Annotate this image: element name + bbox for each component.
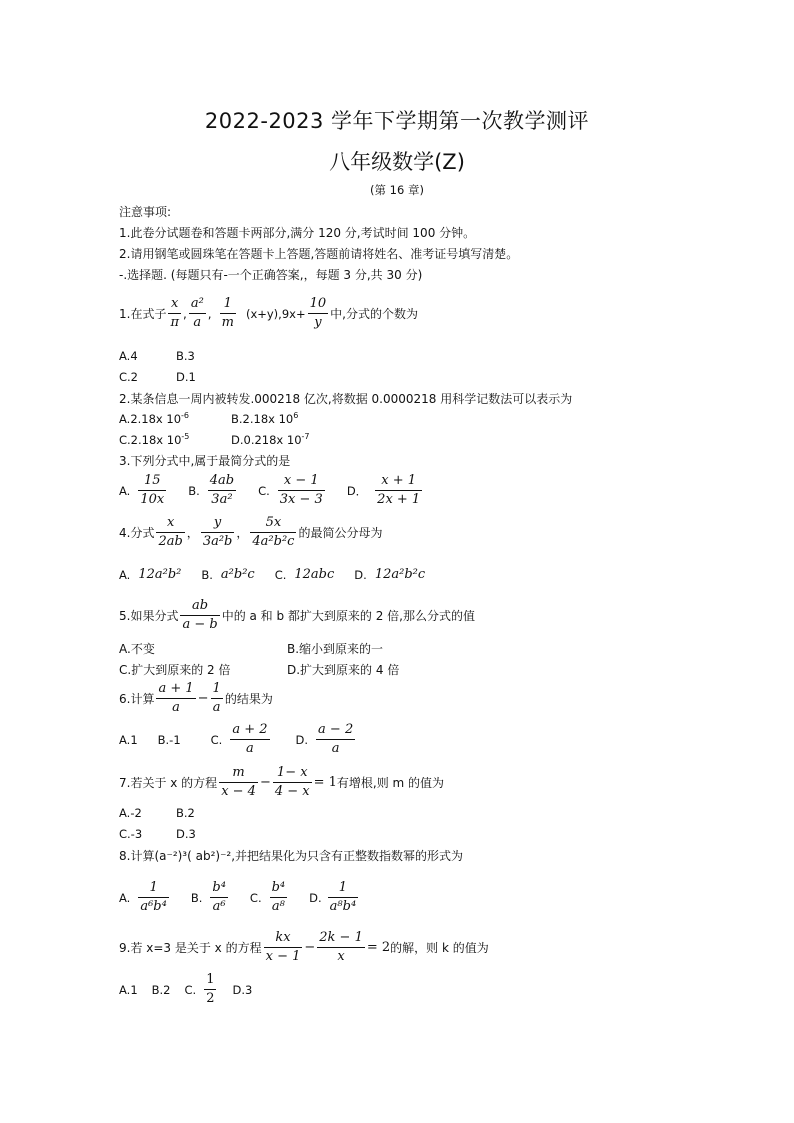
q6-options xyxy=(119,722,357,757)
q5-suffix: 中的 a 和 b 都扩大到原来的 2 倍,那么分式的值 xyxy=(221,609,475,623)
q8-options xyxy=(119,880,360,915)
q3-options xyxy=(119,473,424,508)
chapter-label: (第 16 章) xyxy=(370,183,424,197)
q9-options xyxy=(119,972,252,1007)
q5-option-d: D.扩大到原来的 4 倍 xyxy=(287,663,400,677)
q3-fraction-b: $\frac{4ab}{\text{3a²}}$ xyxy=(209,473,235,507)
q1-fraction-1: $\frac{x}{\pi}$ xyxy=(170,296,179,330)
q6-fraction-2: $\frac{1}{a}$ xyxy=(212,681,221,715)
q7-option-a: A.-2 xyxy=(119,806,142,820)
question-3: 3.下列分式中,属于最简分式的是 xyxy=(119,454,291,468)
q3-option-a: A. xyxy=(119,483,131,498)
notes-line-1: 1.此卷分试题卷和答题卡两部分,满分 120 分,考试时间 100 分钟。 xyxy=(119,226,476,240)
q5-option-c: C.扩大到原来的 2 倍 xyxy=(119,663,231,677)
question-8: 8.计算(a⁻²)³( ab²)⁻²,并把结果化为只含有正整数指数幂的形式为 xyxy=(119,849,464,863)
q7-fraction-1: $\frac{m}{x - 4}$ xyxy=(221,765,256,799)
notes-line-2: 2.请用钢笔或圆珠笔在答题卡上答题,答题前请将姓名、准考证号填写清楚。 xyxy=(119,247,519,261)
q6-minus: − xyxy=(197,691,209,706)
q6-fraction-d: $\frac{a - 2}{a}$ xyxy=(318,722,354,756)
q9-option-d: D.3 xyxy=(232,982,253,997)
q9-suffix: 的解，则 k 的值为 xyxy=(390,941,489,955)
q6-option-c: C. xyxy=(210,732,223,747)
q9-fraction-2: $\frac{2k - 1}{x}$ xyxy=(319,930,363,964)
q4-options xyxy=(119,567,425,582)
q1-option-c: C.2 xyxy=(119,370,139,384)
q4-fraction-3: $\frac{5x}{\text{4a²b²c}}$ xyxy=(252,515,295,549)
q2-option-d: D.0.218x $10^{-7}$ xyxy=(231,432,310,447)
q8-option-d: D. xyxy=(309,890,322,905)
q7-fraction-2: $\frac{1- x}{4 - x}$ xyxy=(274,765,310,799)
q9-fraction-1: $\frac{kx}{x - 1}$ xyxy=(265,930,301,964)
q9-option-c: C. xyxy=(184,982,197,997)
q7-suffix: 有增根,则 m 的值为 xyxy=(336,776,445,790)
q3-option-c: C. xyxy=(258,483,270,498)
q1-suffix: 中,分式的个数为 xyxy=(330,307,418,321)
exam-subtitle: 八年级数学(Z) xyxy=(329,150,465,174)
q3-fraction-a: $\frac{15}{10x}$ xyxy=(140,473,165,507)
q5-option-a: A.不变 xyxy=(119,642,155,656)
q9-fraction-c: $\frac{1}{2}$ xyxy=(206,972,215,1006)
q3-option-b: B. xyxy=(188,483,200,498)
q7-option-b: B.2 xyxy=(176,806,195,820)
q3-fraction-d: $\frac{x + 1}{2x + 1}$ xyxy=(377,473,421,507)
q6-prefix: 6.计算 xyxy=(119,692,155,706)
q7-equals: = 1 xyxy=(313,775,337,790)
q4-prefix: 4.分式 xyxy=(119,526,155,540)
q6-option-a: A.1 xyxy=(119,732,138,747)
q4-option-c: C. xyxy=(274,567,287,582)
q8-fraction-d: $\frac{1}{\text{a⁸b⁴}}$ xyxy=(329,880,357,914)
q1-fraction-2: $\frac{\text{a²}}{a}$ xyxy=(190,296,204,330)
q1-prefix: 1.在式子 xyxy=(119,307,167,321)
question-5 xyxy=(119,598,475,633)
q7-minus: − xyxy=(259,775,271,790)
q9-option-a: A.1 xyxy=(119,982,138,997)
q6-suffix: 的结果为 xyxy=(224,692,273,706)
q2-option-c: C.2.18x $10^{-5}$ xyxy=(119,432,190,447)
q1-fraction-4: $\frac{10}{y}$ xyxy=(309,296,327,330)
q1-mid-text: (x+y),9x+ xyxy=(245,306,306,321)
q4-separator: ， xyxy=(186,526,199,540)
q4-option-b: B. xyxy=(201,567,213,582)
q1-separator: , xyxy=(183,306,187,321)
question-1 xyxy=(119,296,418,331)
q6-option-b: B.-1 xyxy=(157,732,181,747)
q8-option-b: B. xyxy=(190,890,203,905)
q9-option-b: B.2 xyxy=(151,982,171,997)
q5-option-b: B.缩小到原来的一 xyxy=(287,642,384,656)
q6-fraction-c: $\frac{a + 2}{a}$ xyxy=(232,722,268,756)
question-2: 2.某条信息一周内被转发.000218 亿次,将数据 0.0000218 用科学记数法可以表示为 xyxy=(119,392,573,406)
q2-option-a: A.2.18x $10^{-6}$ xyxy=(119,411,190,426)
q4-value-d: 12a²b²c xyxy=(374,567,426,582)
q8-option-c: C. xyxy=(249,890,262,905)
q9-minus: − xyxy=(304,940,316,955)
q3-fraction-c: $\frac{x - 1}{3x - 3}$ xyxy=(279,473,323,507)
exam-title: 2022-2023 学年下学期第一次教学测评 xyxy=(204,109,590,133)
q7-prefix: 7.若关于 x 的方程 xyxy=(119,776,218,790)
q6-fraction-1: $\frac{a + 1}{a}$ xyxy=(158,681,194,715)
section-heading: -.选择题. (每题只有-一个正确答案,，每题 3 分,共 30 分) xyxy=(119,268,423,282)
q9-prefix: 9.若 x=3 是关于 x 的方程 xyxy=(119,941,262,955)
q8-fraction-b: $\frac{\text{b⁴}}{\text{a⁶}}$ xyxy=(212,880,226,914)
q6-option-d: D. xyxy=(295,732,309,747)
q1-option-b: B.3 xyxy=(176,349,195,363)
q1-fraction-3: $\frac{1}{m}$ xyxy=(221,296,234,330)
question-4 xyxy=(119,515,382,550)
q4-option-d: D. xyxy=(354,567,367,582)
q2-option-b: B.2.18x $10^6$ xyxy=(231,411,299,426)
q7-option-d: D.3 xyxy=(176,827,196,841)
q1-option-a: A.4 xyxy=(119,349,138,363)
q7-option-c: C.-3 xyxy=(119,827,143,841)
question-7 xyxy=(119,765,444,800)
q1-option-d: D.1 xyxy=(176,370,196,384)
q5-fraction: $\frac{ab}{a - b}$ xyxy=(182,598,218,632)
q4-separator: ， xyxy=(236,526,249,540)
q4-fraction-1: $\frac{x}{2ab}$ xyxy=(158,515,183,549)
q4-value-b: a²b²c xyxy=(220,567,255,582)
q5-prefix: 5.如果分式 xyxy=(119,609,179,623)
q4-option-a: A. xyxy=(119,567,131,582)
q8-option-a: A. xyxy=(119,890,131,905)
q4-value-c: 12abc xyxy=(294,567,335,582)
q8-fraction-c: $\frac{\text{b⁴}}{\text{a⁸}}$ xyxy=(271,880,286,914)
q3-option-d: D． xyxy=(346,483,368,498)
q9-equals: = 2 xyxy=(366,940,391,955)
q4-suffix: 的最简公分母为 xyxy=(298,526,383,540)
q4-value-a: 12a²b² xyxy=(138,567,182,582)
q4-fraction-2: $\frac{y}{\text{3a²b}}$ xyxy=(202,515,233,549)
question-6 xyxy=(119,681,273,716)
q8-fraction-a: $\frac{1}{\text{a⁶b⁴}}$ xyxy=(140,880,167,914)
question-9 xyxy=(119,930,489,965)
notes-heading: 注意事项: xyxy=(119,205,172,219)
q1-separator: , xyxy=(207,306,212,321)
